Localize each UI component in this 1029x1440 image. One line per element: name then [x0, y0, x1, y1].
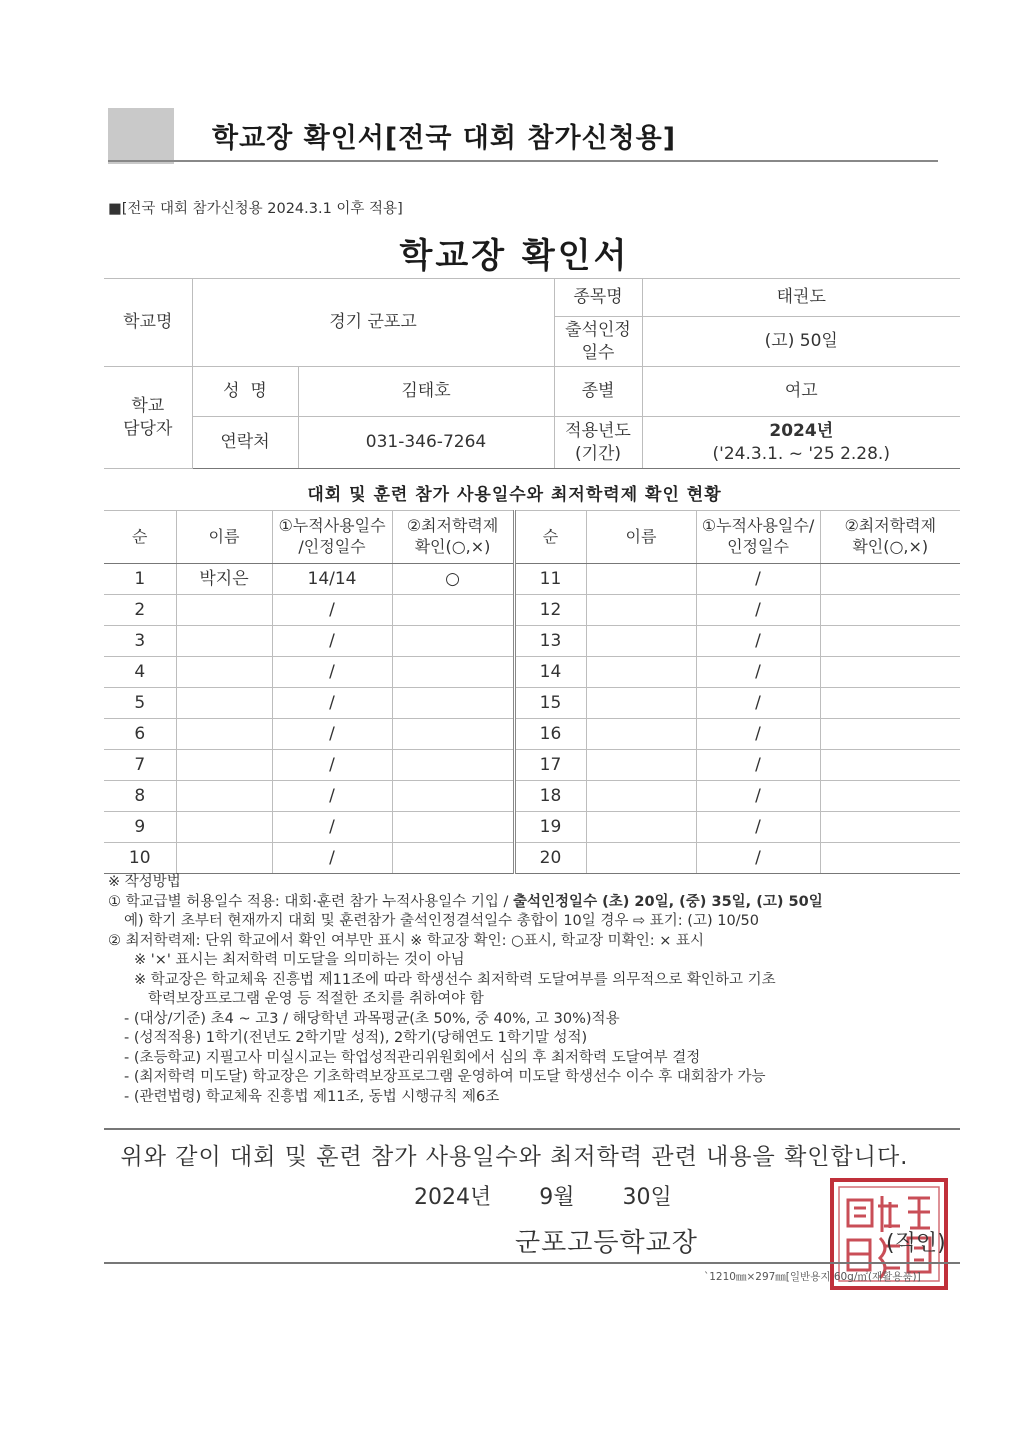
row-name-left: 박지은	[176, 564, 272, 595]
status-row	[104, 812, 960, 843]
row-academic-right	[820, 564, 960, 595]
row-name-right	[586, 626, 696, 657]
manager-label-line1: 학교	[131, 396, 165, 417]
row-academic-left	[392, 812, 514, 843]
applicable-year-value	[642, 417, 960, 469]
row-order-right: 16	[514, 719, 586, 750]
row-academic-right	[820, 719, 960, 750]
header-order-right: 순	[514, 511, 586, 564]
row-order-right: 17	[514, 750, 586, 781]
row-academic-left: ○	[392, 564, 514, 595]
header-days-right	[696, 511, 820, 564]
attendance-days-value: (고) 50일	[642, 317, 960, 367]
row-order-left: 1	[104, 564, 176, 595]
header-academic-left-line2: 확인(○,×)	[414, 537, 491, 556]
header-title: 학교장 확인서[전국 대회 참가신청용]	[212, 123, 677, 154]
issue-date-day: 30일	[622, 1185, 672, 1210]
school-name-label: 학교명	[104, 279, 192, 367]
instruction-bullet: - (성적적용) 1학기(전년도 2학기말 성적), 2학기(당해연도 1학기말 성적)	[124, 1030, 588, 1046]
row-name-right	[586, 688, 696, 719]
row-days-right: /	[696, 781, 820, 812]
document-title: 학교장 확인서	[399, 236, 630, 276]
row-order-right: 18	[514, 781, 586, 812]
row-name-left	[176, 688, 272, 719]
status-row	[104, 626, 960, 657]
row-academic-left	[392, 750, 514, 781]
event-label: 종목명	[554, 279, 642, 317]
row-name-right	[586, 657, 696, 688]
row-days-left: 14/14	[272, 564, 392, 595]
attendance-days-label	[554, 317, 642, 367]
row-academic-left	[392, 595, 514, 626]
row-days-left: /	[272, 595, 392, 626]
row-academic-right	[820, 626, 960, 657]
status-row	[104, 843, 960, 874]
participation-status-table	[104, 510, 960, 874]
applicable-period: ('24.3.1. ~ '25 2.28.)	[712, 443, 890, 464]
instruction-item-1-example: 예) 학기 초부터 현재까지 대회 및 훈련참가 출석인정결석일수 총합이 10일 경우 ⇨ 표기: (고) 10/50	[124, 913, 760, 929]
row-order-left: 7	[104, 750, 176, 781]
row-days-right: /	[696, 564, 820, 595]
row-academic-right	[820, 688, 960, 719]
applicable-year-label	[554, 417, 642, 469]
status-row	[104, 688, 960, 719]
row-order-left: 3	[104, 626, 176, 657]
row-order-right: 20	[514, 843, 586, 874]
row-days-right: /	[696, 688, 820, 719]
row-days-right: /	[696, 843, 820, 874]
header-academic-right	[820, 511, 960, 564]
status-row	[104, 781, 960, 812]
row-academic-left	[392, 719, 514, 750]
row-order-left: 10	[104, 843, 176, 874]
header-divider	[108, 160, 938, 162]
header-days-left-line1: ①누적사용일수	[278, 516, 386, 536]
row-name-right	[586, 595, 696, 626]
row-name-left	[176, 781, 272, 812]
row-order-right: 12	[514, 595, 586, 626]
manager-name-value: 김태호	[298, 367, 554, 417]
row-days-right: /	[696, 812, 820, 843]
row-order-left: 6	[104, 719, 176, 750]
row-name-right	[586, 564, 696, 595]
row-academic-left	[392, 781, 514, 812]
row-days-left: /	[272, 781, 392, 812]
header-name-left: 이름	[176, 511, 272, 564]
row-days-left: /	[272, 843, 392, 874]
header-days-right-line1: ①누적사용일수/	[701, 516, 815, 536]
row-days-right: /	[696, 595, 820, 626]
header-days-right-line2: 인정일수	[727, 537, 789, 556]
row-order-left: 2	[104, 595, 176, 626]
status-row	[104, 564, 960, 595]
contact-value: 031-346-7264	[298, 417, 554, 469]
instruction-note-2-line1: ※ 학교장은 학교체육 진흥법 제11조에 따라 학생선수 최저학력 도달여부를 의무적으로 확인하고 기초	[134, 971, 776, 988]
row-order-left: 5	[104, 688, 176, 719]
instruction-bullet: - (관련법령) 학교체육 진흥법 제11조, 동법 시행규칙 제6조	[124, 1088, 500, 1105]
principal-title: 군포고등학교장	[515, 1228, 698, 1258]
row-academic-right	[820, 750, 960, 781]
applicable-year-label-line1: 적용년도	[565, 421, 631, 442]
manager-label	[104, 367, 192, 469]
paper-spec-note: `1210㎜×297㎜[일반용지 60g/㎡(재활용품)]	[704, 1271, 921, 1283]
status-row	[104, 719, 960, 750]
instructions	[108, 873, 968, 1107]
school-info-table	[104, 278, 960, 469]
instruction-item-2: ② 최저학력제: 단위 학교에서 확인 여부만 표시 ※ 학교장 확인: ○표시, 학교장 미확인: × 표시	[108, 932, 704, 949]
instruction-item-1-text: ① 학교급별 허용일수 적용: 대회·훈련 참가 누적사용일수 기입 /	[108, 893, 514, 910]
manager-label-line2: 담당자	[123, 418, 173, 439]
instruction-bullet: - (대상/기준) 초4 ~ 고3 / 해당학년 과목평균(초 50%, 중 40%, 고 30%)적용	[124, 1010, 620, 1027]
manager-name-label: 성 명	[192, 367, 298, 417]
row-academic-left	[392, 843, 514, 874]
applicable-year-label-line2: (기간)	[574, 443, 622, 464]
header-order-left: 순	[104, 511, 176, 564]
row-academic-right	[820, 595, 960, 626]
row-order-left: 9	[104, 812, 176, 843]
instruction-note-2-line2: 학력보장프로그램 운영 등 적절한 조치를 취하여야 함	[148, 991, 484, 1007]
row-name-right	[586, 812, 696, 843]
header-academic-right-line1: ②최저학력제	[844, 516, 937, 536]
applicability-notice: ■[전국 대회 참가신청용 2024.3.1 이후 적용]	[108, 201, 403, 217]
row-academic-right	[820, 812, 960, 843]
issue-date-month: 9월	[539, 1185, 575, 1210]
row-name-right	[586, 750, 696, 781]
status-row	[104, 657, 960, 688]
attendance-days-label-line2: 일수	[581, 342, 615, 363]
row-name-right	[586, 843, 696, 874]
row-days-right: /	[696, 750, 820, 781]
confirmation-statement: 위와 같이 대회 및 훈련 참가 사용일수와 최저학력 관련 내용을 확인합니다.	[120, 1144, 909, 1170]
row-name-left	[176, 843, 272, 874]
attendance-days-label-line1: 출석인정	[565, 320, 631, 341]
row-name-right	[586, 719, 696, 750]
header-days-left	[272, 511, 392, 564]
row-academic-right	[820, 781, 960, 812]
row-days-right: /	[696, 719, 820, 750]
footer-divider-top	[104, 1128, 960, 1130]
school-name-value: 경기 군포고	[192, 279, 554, 367]
header-academic-left	[392, 511, 514, 564]
contact-label: 연락처	[192, 417, 298, 469]
row-order-right: 15	[514, 688, 586, 719]
row-academic-left	[392, 657, 514, 688]
status-section-heading: 대회 및 훈련 참가 사용일수와 최저학력제 확인 현황	[307, 485, 722, 505]
row-days-left: /	[272, 812, 392, 843]
row-academic-right	[820, 657, 960, 688]
row-name-right	[586, 781, 696, 812]
row-days-right: /	[696, 626, 820, 657]
header-name-right: 이름	[586, 511, 696, 564]
header-academic-right-line2: 확인(○,×)	[852, 537, 929, 556]
row-order-right: 14	[514, 657, 586, 688]
header-accent-box	[108, 108, 174, 164]
row-name-left	[176, 657, 272, 688]
instructions-title: ※ 작성방법	[108, 874, 181, 890]
row-order-left: 8	[104, 781, 176, 812]
row-days-left: /	[272, 719, 392, 750]
seal-label: (직인)	[886, 1231, 946, 1256]
row-days-left: /	[272, 688, 392, 719]
event-value: 태권도	[642, 279, 960, 317]
row-days-left: /	[272, 657, 392, 688]
row-name-left	[176, 812, 272, 843]
row-name-left	[176, 750, 272, 781]
row-order-right: 19	[514, 812, 586, 843]
row-days-left: /	[272, 750, 392, 781]
instruction-item-1-bold: 출석인정일수 (초) 20일, (중) 35일, (고) 50일	[513, 893, 823, 910]
header-academic-left-line1: ②최저학력제	[406, 516, 499, 536]
row-name-left	[176, 626, 272, 657]
row-name-left	[176, 595, 272, 626]
row-order-right: 11	[514, 564, 586, 595]
instruction-bullet: - (초등학교) 지필고사 미실시교는 학업성적관리위원회에서 심의 후 최저학력 도달여부 결정	[124, 1049, 701, 1066]
row-order-left: 4	[104, 657, 176, 688]
status-row	[104, 750, 960, 781]
row-order-right: 13	[514, 626, 586, 657]
status-row	[104, 595, 960, 626]
row-days-right: /	[696, 657, 820, 688]
category-label: 종별	[554, 367, 642, 417]
instruction-note-1: ※ '×' 표시는 최저학력 미도달을 의미하는 것이 아님	[134, 952, 465, 968]
row-academic-left	[392, 626, 514, 657]
row-name-left	[176, 719, 272, 750]
row-academic-right	[820, 843, 960, 874]
instruction-item-1	[108, 893, 968, 913]
category-value: 여고	[642, 367, 960, 417]
row-academic-left	[392, 688, 514, 719]
issue-date-year: 2024년	[414, 1185, 492, 1210]
applicable-year: 2024년	[769, 421, 834, 442]
row-days-left: /	[272, 626, 392, 657]
instruction-bullet: - (최저학력 미도달) 학교장은 기초학력보장프로그램 운영하여 미도달 학생선수 이수 후 대회참가 가능	[124, 1069, 766, 1085]
issue-date	[414, 1180, 672, 1211]
header-days-left-line2: /인정일수	[298, 537, 366, 556]
footer-divider-bottom	[104, 1262, 960, 1264]
